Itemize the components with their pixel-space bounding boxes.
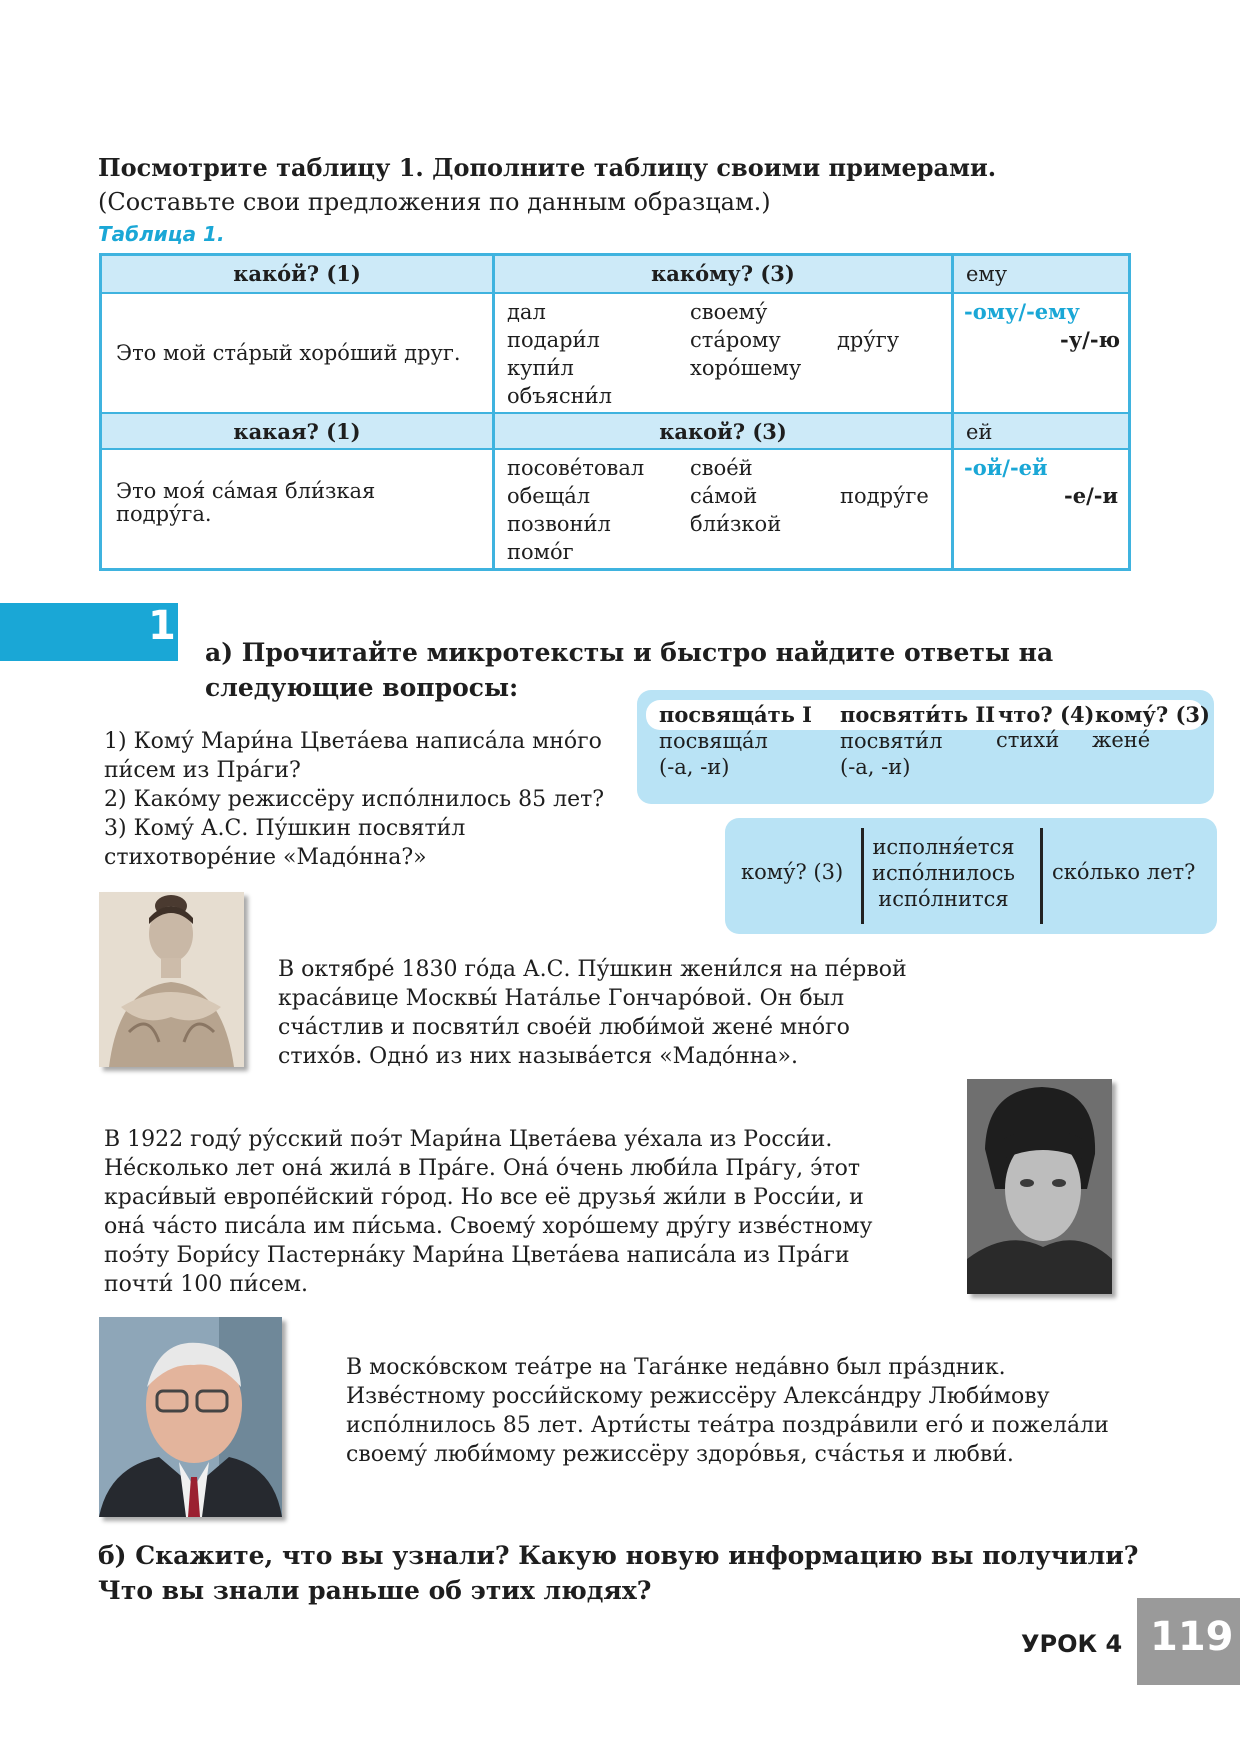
lesson-label: УРОК 4 [1021,1630,1123,1658]
table-ending-2: -ой/-ей [964,455,1048,480]
text-line: Изве́стному росси́йскому режиссёру Алекса́ндру Люби́мову [346,1384,1050,1409]
text-line: поэ́ту Бори́су Пастерна́ку Мари́на Цвета́ева написа́ла из Пра́ги [104,1243,850,1268]
table-ending-2b: -е/-и [1064,483,1119,508]
part-b-question [98,1538,1138,1608]
verb-box-h3: что? (4) [998,702,1095,727]
page-number: 119 [1150,1614,1234,1660]
table-example-2 [116,480,486,526]
adjective: са́мой [690,484,758,508]
verb-box-h4: кому́? (3) [1095,702,1210,727]
verb-box-form-2 [840,728,942,780]
age-form: испо́лнилось [872,861,1015,885]
question-line: стихотворе́ние «Мадо́нна?» [104,845,427,870]
table-ending-1: -ому/-ему [964,299,1080,324]
table-divider [951,256,954,568]
verb: дал [507,300,546,324]
table-ending-1b: -у/-ю [1060,327,1121,352]
table-divider [492,256,495,568]
verb-form: посвяща́л [659,729,768,753]
heading-line-1: Посмотрите таблицу 1. Дополните таблицу своими примерами. [98,153,997,182]
portrait-lyubimov [99,1317,282,1517]
age-form: испо́лнится [878,887,1009,911]
table-header-pronoun: ему [954,256,1128,294]
table-verbs-1 [507,298,612,410]
exercise-number: 1 [148,603,176,649]
adjective: хоро́шему [690,356,802,380]
table-header-case-3b: какой? (3) [495,412,951,450]
verb: посове́товал [507,456,645,480]
question-list [104,727,604,872]
adjective: свое́й [690,456,753,480]
text-lyubimov [346,1353,1109,1469]
age-form: исполня́ется [872,835,1015,859]
text-line: стихо́в. Одно́ из них называ́ется «Мадо́нна». [278,1044,799,1069]
portrait-tsvetaeva [967,1079,1112,1294]
table-adjectives-2 [690,454,781,538]
text-line: Не́сколько лет она́ жила́ в Пра́ге. Она́ о́чень люби́ла Пра́гу, э́тот [104,1156,861,1181]
verb-form: (-а, -и) [840,755,911,779]
question-line: 1) Кому́ Мари́на Цвета́ева написа́ла мно́го [104,729,602,754]
text-line: она́ ча́сто писа́ла им пи́сьма. Своему́ хоро́шему дру́гу изве́стному [104,1214,873,1239]
table-header-case-1: како́й? (1) [102,256,492,294]
text-line: В 1922 году́ ру́сский поэ́т Мари́на Цвета́ева уе́хала из Росси́и. [104,1127,833,1152]
part-b-line: б) Скажите, что вы узнали? Какую новую информацию вы получили? [98,1541,1139,1570]
verb-box-recipient: жене́ [1092,728,1151,752]
part-b-line: Что вы знали раньше об этих людях? [98,1576,652,1605]
verb-form: посвяти́л [840,729,943,753]
age-box-divider [861,828,864,924]
table-header-case-1b: какая? (1) [102,412,492,450]
verb-box-object: стихи́ [996,728,1060,752]
text-line: сча́стлив и посвяти́л свое́й люби́мой жене́ мно́го [278,1015,850,1040]
age-box-who: кому́? (3) [741,860,844,884]
verb-box-form-1 [659,728,768,780]
text-tsvetaeva [104,1125,872,1299]
text-line: краса́вице Москвы́ Ната́лье Гончаро́вой. Он был [278,986,845,1011]
adjective: бли́зкой [690,512,782,536]
table-example-1: Это мой ста́рый хоро́ший друг. [116,341,461,365]
verb: подари́л [507,328,600,352]
table-noun-2: подру́ге [840,484,929,508]
age-box-forms [872,834,1015,912]
table-header-pronoun-b: ей [954,412,1128,450]
text-line: почти́ 100 пи́сем. [104,1272,309,1297]
age-box-divider [1040,828,1043,924]
verb-box-h1: посвяща́ть I [659,702,812,727]
example-line: подру́га. [116,502,212,526]
verb: объясни́л [507,384,612,408]
text-line: испо́лнилось 85 лет. Арти́сты теа́тра поздра́вили его́ и пожела́ли [346,1413,1109,1438]
exercise-title-line: следующие вопросы: [205,673,519,702]
exercise-title-line: а) Прочитайте микротексты и быстро найдите ответы на [205,638,1054,667]
question-line: 3) Кому́ А.С. Пу́шкин посвяти́л [104,816,466,841]
text-line: краси́вый европе́йский го́род. Но все её друзья́ жи́ли в Росси́и, и [104,1185,864,1210]
verb-box-h2: посвяти́ть II [840,702,996,727]
table-header-case-3: како́му? (3) [495,256,951,294]
adjective: ста́рому [690,328,781,352]
verb: купи́л [507,356,574,380]
example-line: Это моя́ са́мая бли́зкая [116,479,376,503]
adjective: своему́ [690,300,768,324]
verb-form: (-а, -и) [659,755,730,779]
text-pushkin [278,955,907,1071]
text-line: В моско́вском теа́тре на Тага́нке неда́вно был пра́здник. [346,1355,1006,1380]
table-caption: Таблица 1. [98,222,225,246]
grammar-table [99,253,1131,571]
table-adjectives-1 [690,298,801,382]
text-line: В октябре́ 1830 го́да А.С. Пу́шкин жени́лся на пе́рвой [278,957,907,982]
age-box-how: ско́лько лет? [1052,860,1196,884]
text-line: своему́ люби́мому режиссёру здоро́вья, сча́стья и любви́. [346,1442,1014,1467]
portrait-goncharova [99,892,244,1067]
exercise-heading [98,150,996,220]
table-noun-1: дру́гу [837,328,900,352]
verb: позвони́л [507,512,611,536]
question-line: пи́сем из Пра́ги? [104,758,301,783]
question-line: 2) Како́му режиссёру испо́лнилось 85 лет? [104,787,605,812]
heading-line-2: (Составьте свои предложения по данным образцам.) [98,188,771,216]
verb: помо́г [507,540,574,564]
verb: обеща́л [507,484,591,508]
table-verbs-2 [507,454,644,566]
